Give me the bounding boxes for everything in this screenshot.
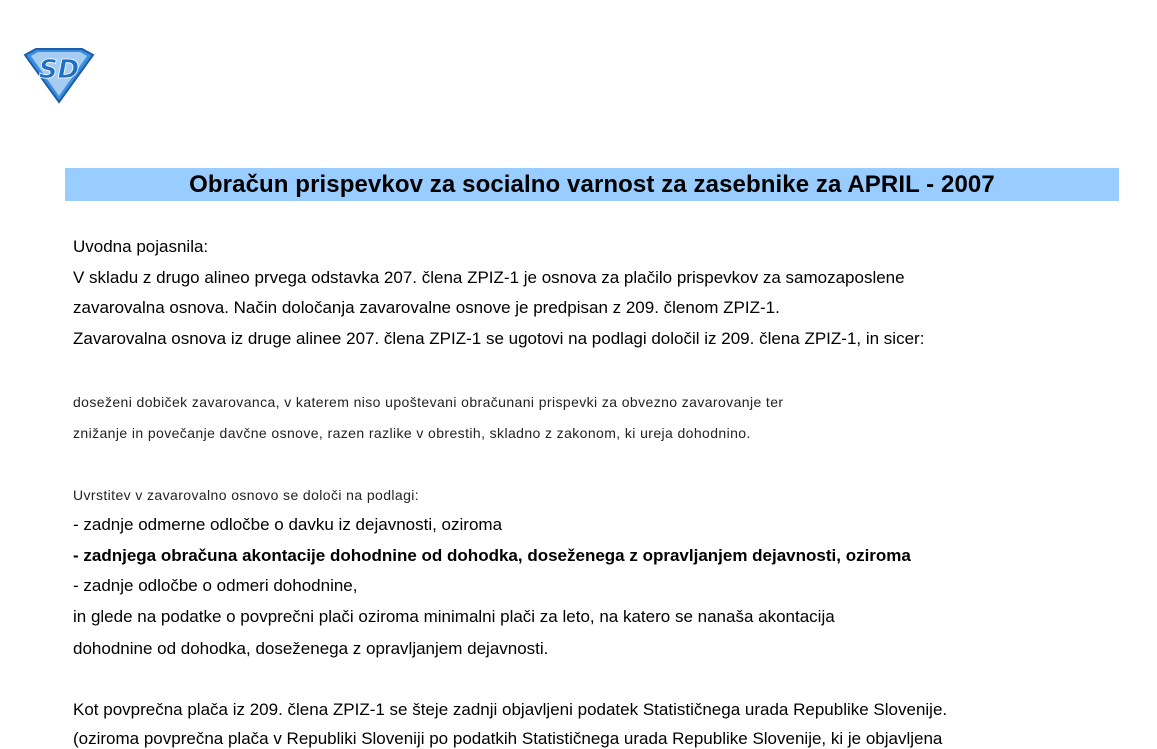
intro-line: Zavarovalna osnova iz druge alinee 207. člena ZPIZ-1 se ugotovi na podlagi določil iz 209. člena ZPIZ-1, in sicer: — [73, 329, 925, 348]
intro-line: V skladu z drugo alineo prvega odstavka 207. člena ZPIZ-1 je osnova za plačilo prispevkov za samozaposlene — [73, 268, 905, 287]
company-logo — [22, 47, 96, 105]
average-wage-line: (oziroma povprečna plača v Republiki Sloveniji po podatkih Statističnega urada Republike Slovenije, ki je objavljena — [73, 729, 943, 748]
classification-item: - zadnjega obračuna akontacije dohodnine od dohodka, doseženega z opravljanjem dejavnosti, oziroma — [73, 546, 911, 565]
profit-line: znižanje in povečanje davčne osnove, razen razlike v obrestih, skladno z zakonom, ki ureja dohodnino. — [73, 425, 751, 441]
document-title: Obračun prispevkov za socialno varnost za zasebnike za APRIL - 2007 — [189, 170, 995, 198]
logo-letters: SD — [38, 55, 80, 85]
classification-continuation: in glede na podatke o povprečni plači oziroma minimalni plači za leto, na katero se nanaša akontacija — [73, 607, 835, 626]
title-bar — [65, 168, 1119, 201]
intro-heading: Uvodna pojasnila: — [73, 237, 209, 256]
intro-line: zavarovalna osnova. Način določanja zavarovalne osnove je predpisan z 209. členom ZPIZ-1. — [73, 298, 780, 317]
classification-heading: Uvrstitev v zavarovalno osnovo se določi na podlagi: — [73, 487, 420, 503]
classification-continuation: dohodnine od dohodka, doseženega z opravljanjem dejavnosti. — [73, 639, 549, 658]
shield-logo-icon — [22, 47, 96, 105]
classification-item: - zadnje odmerne odločbe o davku iz dejavnosti, oziroma — [73, 515, 503, 534]
classification-item: - zadnje odločbe o odmeri dohodnine, — [73, 576, 358, 595]
average-wage-line: Kot povprečna plača iz 209. člena ZPIZ-1 se šteje zadnji objavljeni podatek Statističnega urada Republike Slovenije. — [73, 700, 948, 719]
profit-line: doseženi dobiček zavarovanca, v katerem niso upoštevani obračunani prispevki za obvezno zavarovanje ter — [73, 394, 784, 410]
